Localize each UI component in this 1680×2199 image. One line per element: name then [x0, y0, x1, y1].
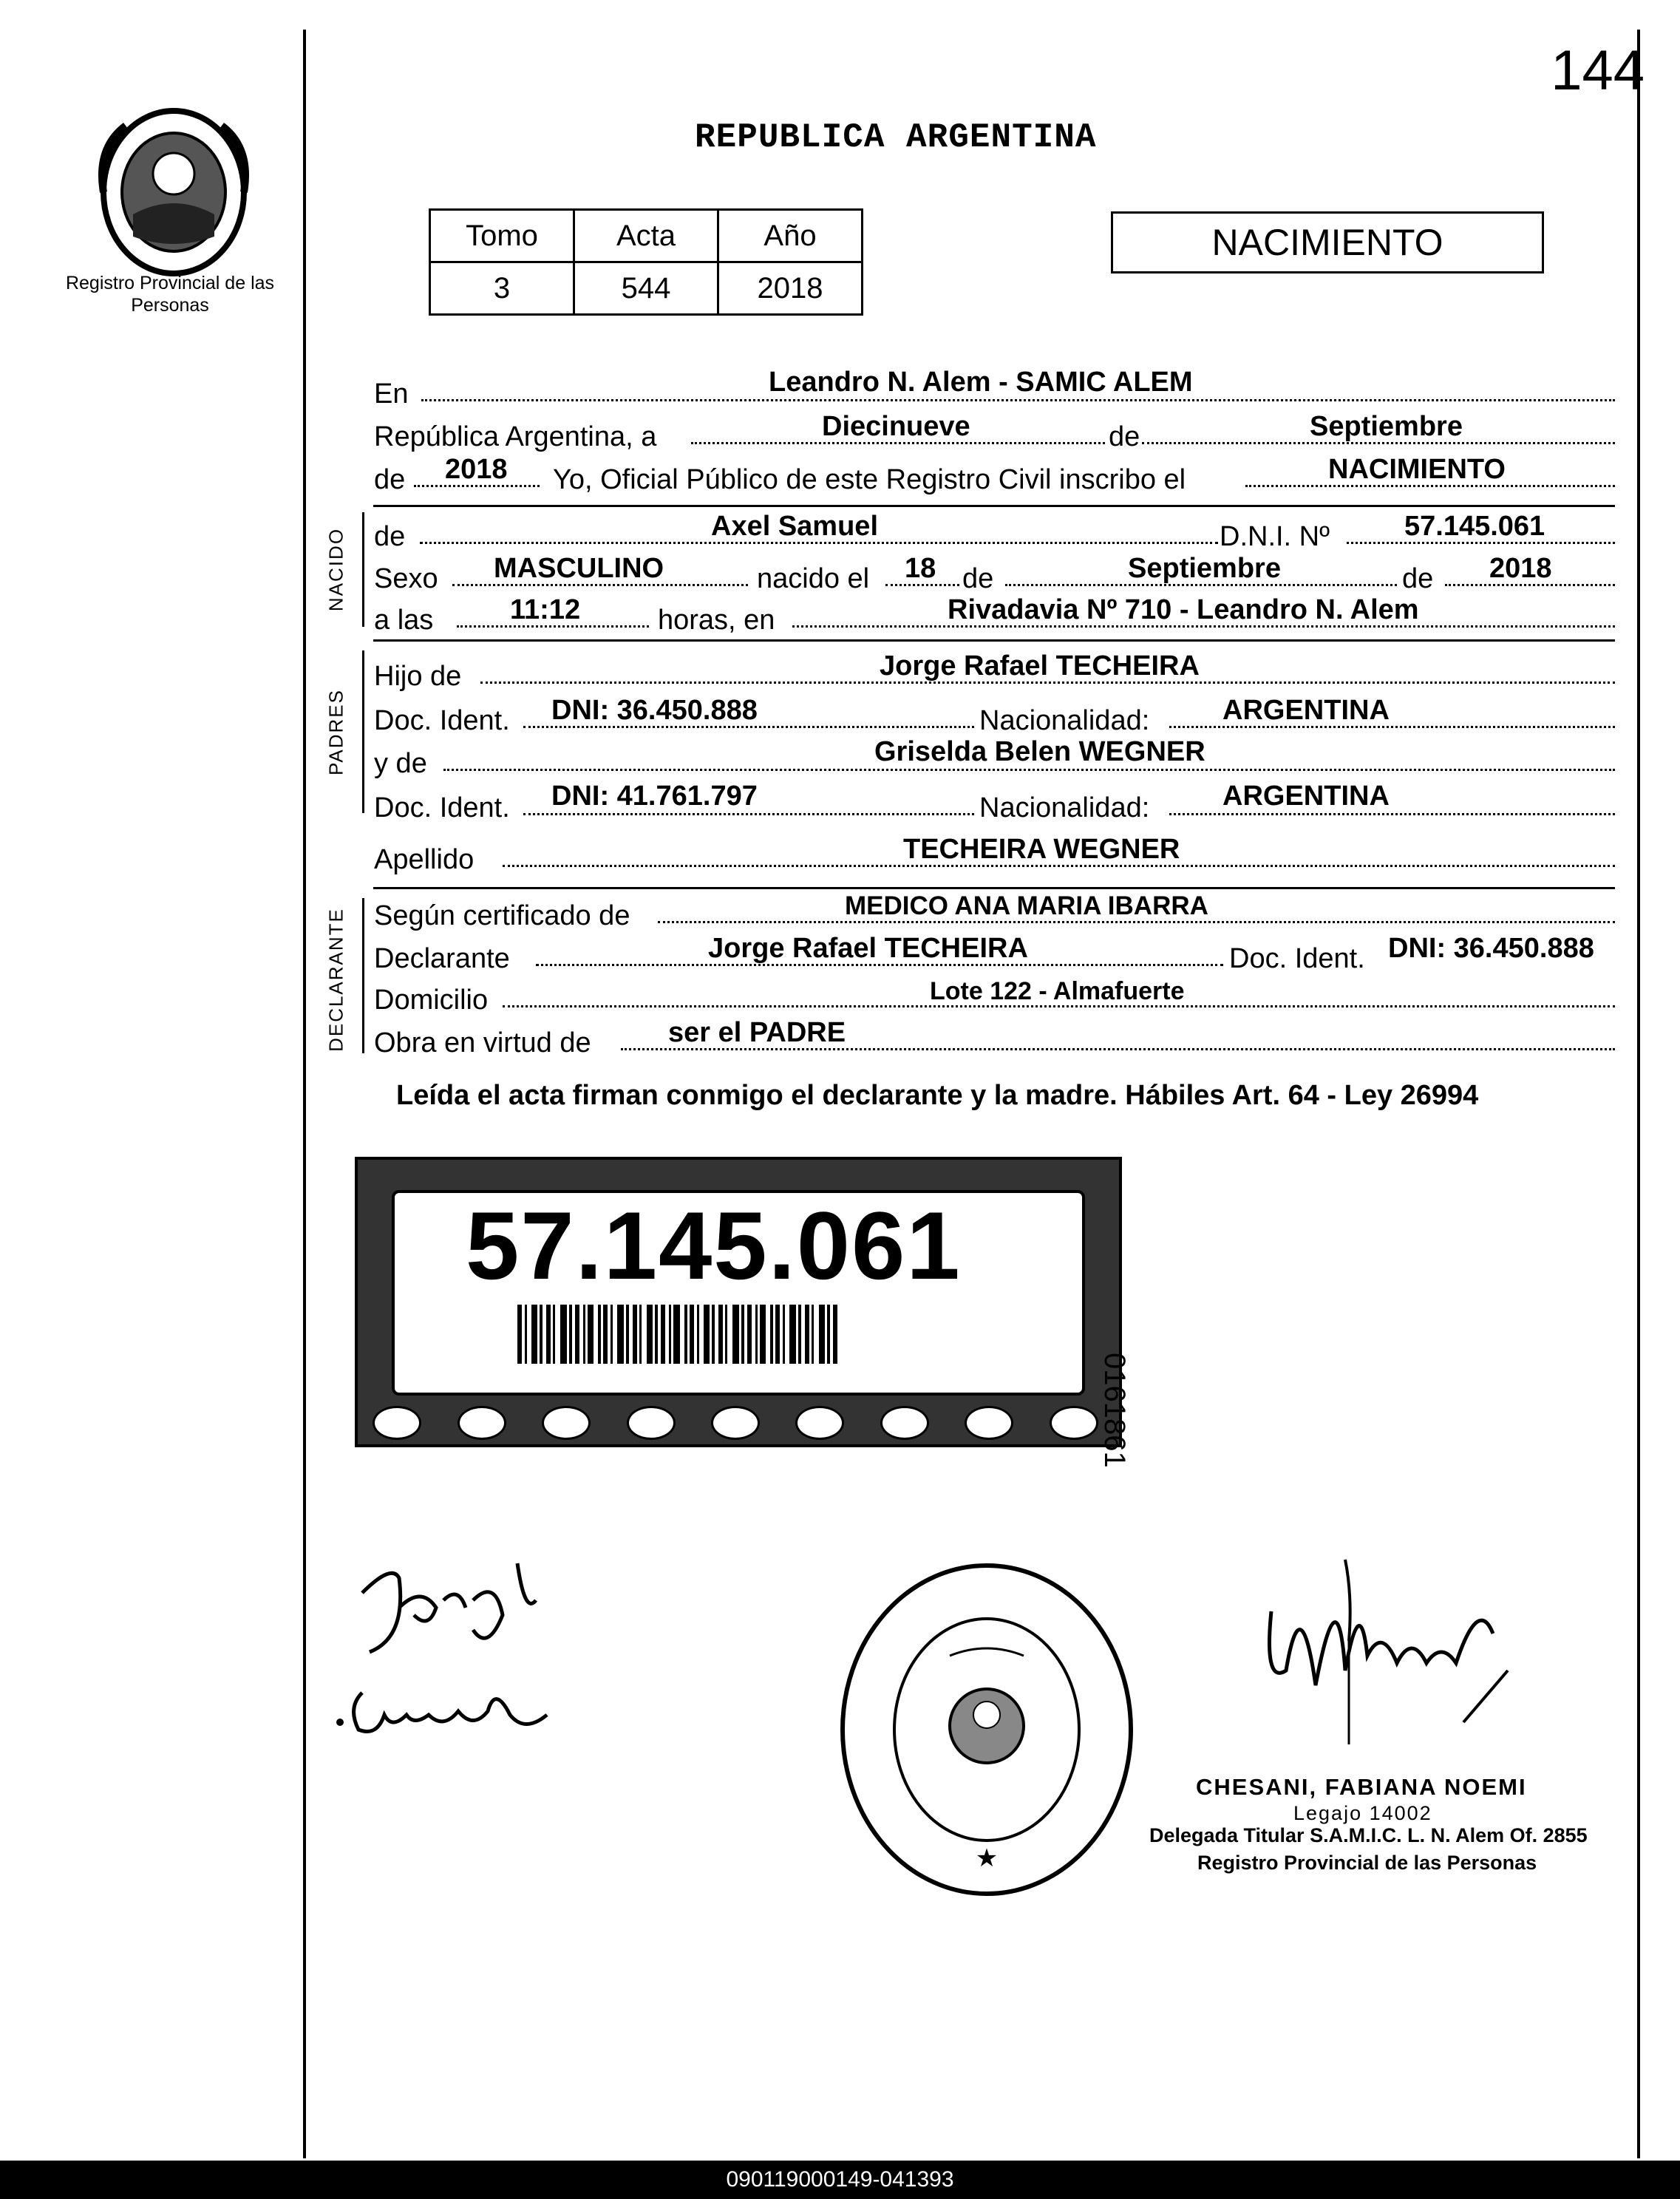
record-table — [429, 208, 863, 316]
y-de-label: y de — [374, 748, 427, 779]
dni-value: 57.145.061 — [1404, 511, 1545, 542]
header-tomo: Tomo — [430, 210, 574, 262]
birth-day-value: 18 — [905, 553, 936, 584]
hour-value: 11:12 — [510, 594, 581, 625]
en-value: Leandro N. Alem - SAMIC ALEM — [769, 367, 1193, 398]
right-margin-line — [1637, 30, 1640, 2158]
official-role: Delegada Titular S.A.M.I.C. L. N. Alem Of. 2855 — [1149, 1824, 1588, 1846]
dni-sticker-pattern — [355, 1404, 1116, 1441]
name-value: Axel Samuel — [711, 511, 878, 542]
signature-jorge — [347, 1549, 547, 1659]
mother-line — [443, 769, 1615, 771]
page-number: 144 — [1551, 39, 1645, 102]
decl-doc-label: Doc. Ident. — [1229, 943, 1365, 974]
decl-value: Jorge Rafael TECHEIRA — [708, 933, 1028, 964]
nacido-side-label: NACIDO — [324, 527, 347, 612]
father-doc-value: DNI: 36.450.888 — [551, 695, 758, 726]
document-title: REPUBLICA ARGENTINA — [695, 118, 1097, 157]
en-label: En — [374, 378, 409, 409]
mother-value: Griselda Belen WEGNER — [874, 736, 1205, 767]
sexo-label: Sexo — [374, 563, 438, 594]
declarante-bracket — [362, 898, 364, 1053]
father-value: Jorge Rafael TECHEIRA — [880, 650, 1200, 682]
value-ano: 2018 — [718, 262, 863, 315]
separator-padres-top — [373, 639, 1615, 642]
dni-sticker-number: 57.145.061 — [466, 1192, 962, 1299]
padres-bracket — [362, 650, 364, 813]
nacido-el-label: nacido el — [757, 563, 870, 594]
decl-doc-value: DNI: 36.450.888 — [1388, 933, 1594, 964]
closing-note: Leída el acta firman conmigo el declarante y la madre. Hábiles Art. 64 - Ley 26994 — [396, 1080, 1479, 1111]
birth-de-label-2: de — [1402, 563, 1434, 594]
place-value: Rivadavia Nº 710 - Leandro N. Alem — [948, 594, 1419, 625]
father-doc-label: Doc. Ident. — [374, 705, 510, 736]
year-value: 2018 — [445, 454, 508, 485]
birth-year-value: 2018 — [1489, 553, 1552, 584]
nacido-bracket — [362, 512, 364, 627]
decl-label: Declarante — [374, 943, 510, 974]
signature-official — [1256, 1537, 1523, 1744]
apellido-value: TECHEIRA WEGNER — [903, 834, 1180, 865]
sticker-vertical-code: 0161861 — [1098, 1353, 1131, 1468]
mother-nac-line — [1169, 813, 1615, 815]
svg-text:★: ★ — [975, 1843, 999, 1873]
mother-doc-value: DNI: 41.761.797 — [551, 781, 758, 812]
declarante-side-label: DECLARANTE — [324, 908, 347, 1052]
apellido-label: Apellido — [374, 844, 475, 875]
en-line — [421, 399, 1615, 401]
record-type-box: NACIMIENTO — [1111, 211, 1544, 273]
dom-label: Domicilio — [374, 985, 489, 1016]
obra-value: ser el PADRE — [668, 1017, 846, 1048]
inscribe-value: NACIMIENTO — [1328, 454, 1506, 485]
year-label: de — [374, 464, 406, 495]
dom-value: Lote 122 - Almafuerte — [930, 977, 1185, 1005]
footer-code: 090119000149-041393 — [0, 2161, 1680, 2199]
birth-de-label: de — [962, 563, 994, 594]
separator-declarante-top — [373, 887, 1615, 889]
republica-label: República Argentina, a — [374, 421, 657, 452]
cert-label: Según certificado de — [374, 900, 630, 931]
horas-label: horas, en — [658, 605, 775, 636]
barcode — [517, 1305, 968, 1364]
value-tomo: 3 — [430, 262, 574, 315]
signature-griselda — [333, 1671, 562, 1752]
padres-side-label: PADRES — [324, 689, 347, 775]
mother-nac-value: ARGENTINA — [1222, 781, 1390, 812]
hijo-label: Hijo de — [374, 661, 462, 692]
separator-nacido-top — [373, 505, 1615, 507]
nacido-de-label: de — [374, 521, 406, 552]
cert-line — [658, 921, 1615, 923]
left-margin-line — [303, 30, 306, 2158]
official-registry: Registro Provincial de las Personas — [1197, 1852, 1537, 1874]
official-name: CHESANI, FABIANA NOEMI — [1196, 1774, 1527, 1800]
province-logo — [89, 103, 259, 281]
month-value: Septiembre — [1310, 411, 1463, 442]
mother-nac-label: Nacionalidad: — [979, 792, 1150, 823]
cert-value: MEDICO ANA MARIA IBARRA — [845, 891, 1208, 920]
day-value: Diecinueve — [822, 411, 970, 442]
dni-label: D.N.I. Nº — [1220, 521, 1330, 552]
father-nac-label: Nacionalidad: — [979, 705, 1150, 736]
de-label: de — [1109, 421, 1140, 452]
header-acta: Acta — [574, 210, 718, 262]
obra-label: Obra en virtud de — [374, 1027, 591, 1058]
header-ano: Año — [718, 210, 863, 262]
oficial-text: Yo, Oficial Público de este Registro Civil inscribo el — [553, 464, 1186, 495]
a-las-label: a las — [374, 605, 434, 636]
sexo-value: MASCULINO — [494, 553, 664, 584]
official-legajo: Legajo 14002 — [1293, 1802, 1432, 1824]
father-nac-value: ARGENTINA — [1222, 695, 1390, 726]
mother-doc-line — [523, 813, 974, 815]
mother-doc-label: Doc. Ident. — [374, 792, 510, 823]
value-acta: 544 — [574, 262, 718, 315]
logo-label: Registro Provincial de las Personas — [65, 273, 275, 316]
birth-month-value: Septiembre — [1128, 553, 1281, 584]
delegation-seal — [835, 1560, 1138, 1900]
